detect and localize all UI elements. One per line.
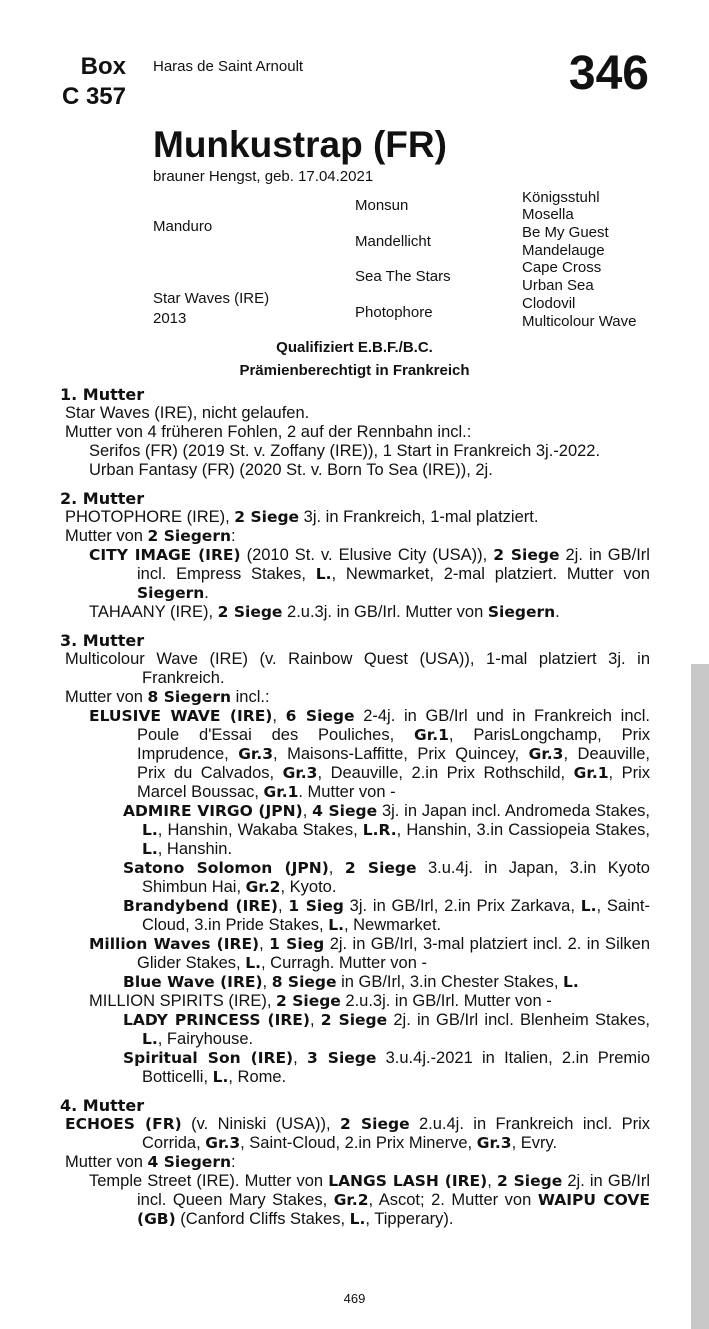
- qualification-line: Qualifiziert E.B.F./B.C.: [276, 339, 433, 356]
- lot-number: 346: [568, 47, 649, 100]
- horse-name: Munkustrap (FR): [153, 124, 447, 165]
- fourth-dam-produce: Mutter von 4 Siegern:: [65, 1153, 236, 1171]
- pedigree-dam: Star Waves (IRE): [153, 290, 270, 307]
- produce-entry: Urban Fantasy (FR) (2020 St. v. Born To Sea (IRE)), 2j.: [89, 461, 493, 479]
- side-tab-bar: [691, 664, 709, 1329]
- third-dam-produce: Mutter von 8 Siegern incl.:: [65, 688, 270, 706]
- produce-entry: LADY PRINCESS (IRE), 2 Siege 2j. in GB/Irl incl. Blenheim Stakes, L., Fairyhouse.: [123, 1011, 651, 1048]
- produce-entry: ADMIRE VIRGO (JPN), 4 Siege 3j. in Japan incl. Andromeda Stakes, L., Hanshin, Wakaba Stakes, L.R., Hanshin, 3.in Cassiopeia Stakes, L., Hanshin.: [123, 802, 651, 858]
- second-dam-line: PHOTOPHORE (IRE), 2 Siege 3j. in Frankreich, 1-mal platziert.: [65, 508, 539, 526]
- first-dam-line: Star Waves (IRE), nicht gelaufen.: [65, 404, 310, 422]
- second-dam-produce: Mutter von 2 Siegern:: [65, 527, 236, 545]
- consignor: Haras de Saint Arnoult: [153, 58, 304, 75]
- pedigree-sire: Manduro: [153, 218, 213, 235]
- pedigree-dam-sire: Sea The Stars: [355, 268, 451, 285]
- third-dam-line: Multicolour Wave (IRE) (v. Rainbow Quest (USA)), 1-mal platziert 3j. in Frankreich.: [65, 650, 650, 687]
- page-number: 469: [343, 1291, 366, 1306]
- third-dam-heading: 3. Mutter: [60, 631, 145, 650]
- pedigree-dam-year: 2013: [153, 310, 187, 327]
- produce-entry: Brandybend (IRE), 1 Sieg 3j. in GB/Irl, 2.in Prix Zarkava, L., Saint-Cloud, 3.in Pride Stakes, L., Newmarket.: [123, 897, 650, 934]
- pedigree-g3: Königsstuhl: [522, 189, 600, 206]
- produce-entry: Million Waves (IRE), 1 Sieg 2j. in GB/Irl, 3-mal platziert incl. 2. in Silken Glider Stakes, L., Curragh. Mutter von -: [89, 935, 651, 972]
- pedigree-g3: Mandelauge: [522, 242, 605, 259]
- box-number: [60, 52, 126, 112]
- box-label-line1: Box: [80, 53, 126, 80]
- pedigree-dam-dam: Photophore: [355, 304, 433, 321]
- second-dam-heading: 2. Mutter: [60, 489, 145, 508]
- produce-entry: Blue Wave (IRE), 8 Siege in GB/Irl, 3.in Chester Stakes, L.: [123, 973, 579, 991]
- produce-entry: Serifos (FR) (2019 St. v. Zoffany (IRE)), 1 Start in Frankreich 3j.-2022.: [89, 442, 601, 460]
- pedigree-sire-dam: Mandellicht: [355, 233, 431, 250]
- produce-entry: Temple Street (IRE). Mutter von LANGS LASH (IRE), 2 Siege 2j. in GB/Irl incl. Queen Mary Stakes, Gr.2, Ascot; 2. Mutter von WAIPU COVE (GB) (Canford Cliffs Stakes, L., Tipperary).: [89, 1172, 651, 1228]
- produce-entry: CITY IMAGE (IRE) (2010 St. v. Elusive City (USA)), 2 Siege 2j. in GB/Irl incl. Empress Stakes, L., Newmarket, 2-mal platziert. Mutter von Siegern.: [89, 546, 650, 602]
- pedigree-g3: Cape Cross: [522, 259, 602, 276]
- pedigree-g3: Multicolour Wave: [522, 313, 637, 330]
- produce-entry: MILLION SPIRITS (IRE), 2 Siege 2.u.3j. in GB/Irl. Mutter von -: [89, 992, 552, 1010]
- pedigree-g3: Clodovil: [522, 295, 576, 312]
- produce-entry: Spiritual Son (IRE), 3 Siege 3.u.4j.-2021 in Italien, 2.in Premio Botticelli, L., Rome.: [123, 1049, 651, 1086]
- fourth-dam-heading: 4. Mutter: [60, 1096, 145, 1115]
- box-label-line2: C 357: [61, 83, 126, 110]
- first-dam-produce: Mutter von 4 früheren Fohlen, 2 auf der Rennbahn incl.:: [65, 423, 472, 441]
- horse-description: brauner Hengst, geb. 17.04.2021: [153, 168, 374, 185]
- produce-entry: TAHAANY (IRE), 2 Siege 2.u.3j. in GB/Irl. Mutter von Siegern.: [89, 603, 560, 621]
- pedigree-g3: Be My Guest: [522, 224, 609, 241]
- produce-entry: ELUSIVE WAVE (IRE), 6 Siege 2-4j. in GB/Irl und in Frankreich incl. Poule d'Essai des Pouliches, Gr.1, ParisLongchamp, Prix Imprudence, Gr.3, Maisons-Laffitte, Prix Quincey, Gr.3, Deauville, Prix du Calvados, Gr.3, Deauville, 2.in Prix Rothschild, Gr.1, Prix Marcel Boussac, Gr.1. Mutter von -: [89, 707, 650, 801]
- pedigree-g3: Urban Sea: [522, 277, 594, 294]
- premium-line: Prämienberechtigt in Frankreich: [239, 362, 470, 379]
- pedigree-g3: Mosella: [522, 206, 574, 223]
- first-dam-heading: 1. Mutter: [60, 385, 145, 404]
- produce-entry: Satono Solomon (JPN), 2 Siege 3.u.4j. in Japan, 3.in Kyoto Shimbun Hai, Gr.2, Kyoto.: [123, 859, 650, 896]
- pedigree-sire-sire: Monsun: [355, 197, 409, 214]
- fourth-dam-line: ECHOES (FR) (v. Niniski (USA)), 2 Siege 2.u.4j. in Frankreich incl. Prix Corrida, Gr.3, Saint-Cloud, 2.in Prix Minerve, Gr.3, Evry.: [65, 1115, 651, 1152]
- family-details: [60, 385, 650, 1229]
